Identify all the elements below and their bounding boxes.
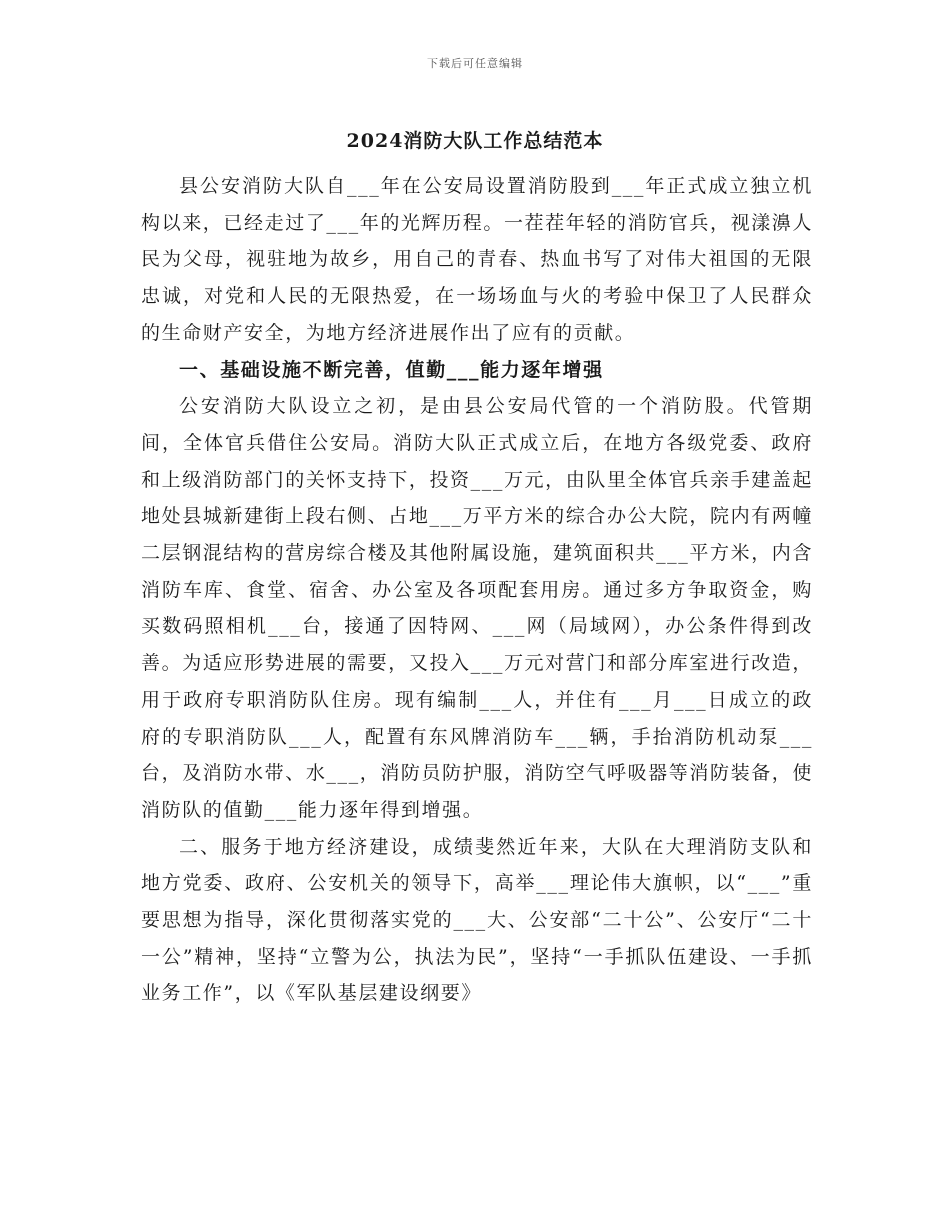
paragraph-economic-service: 二、服务于地方经济建设，成绩斐然近年来，大队在大理消防支队和地方党委、政府、公安机关的领导下，高举___理论伟大旗帜，以“___”重要思想为指导，深化贯彻落实党的___大、公安部“二十公”、公安厅“二十一公”精神，坚持“立警为公，执法为民”，坚持“一手抓队伍建设、一手抓业务工作”，以《军队基层建设纲要》 [141,835,813,1005]
paragraph-intro: 县公安消防大队自___年在公安局设置消防股到___年正式成立独立机构以来，已经走过了___年的光辉历程。一茬茬年轻的消防官兵，视漾濞人民为父母，视驻地为故乡，用自己的青春、热血书写了对伟大祖国的无限忠诚，对党和人民的无限热爱，在一场场血与火的考验中保卫了人民群众的生命财产安全，为地方经济进展作出了应有的贡献。 [141,175,813,344]
document-title: 2024消防大队工作总结范本 [346,130,604,152]
section-heading-1: 一、基础设施不断完善，值勤___能力逐年增强 [179,358,604,381]
paragraph-infrastructure: 公安消防大队设立之初，是由县公安局代管的一个消防股。代管期间，全体官兵借住公安局。消防大队正式成立后，在地方各级党委、政府和上级消防部门的关怀支持下，投资___万元，由队里全体官兵亲手建盖起地处县城新建街上段右侧、占地___万平方米的综合办公大院，院内有两幢二层钢混结构的营房综合楼及其他附属设施，建筑面积共___平方米，内含消防车库、食堂、宿舍、办公室及各项配套用房。通过多方争取资金，购买数码照相机___台，接通了因特网、___网（局域网），办公条件得到改善。为适应形势进展的需要，又投入___万元对营门和部分库室进行改造，用于政府专职消防队住房。现有编制___人，并住有___月___日成立的政府的专职消防队___人，配置有东风牌消防车___辆，手抬消防机动泵___台，及消防水带、水___，消防员防护服，消防空气呼吸器等消防装备，使消防队的值勤___能力逐年得到增强。 [141,395,813,821]
document-body [141,168,813,1012]
header-note: 下载后可任意编辑 [427,57,523,70]
